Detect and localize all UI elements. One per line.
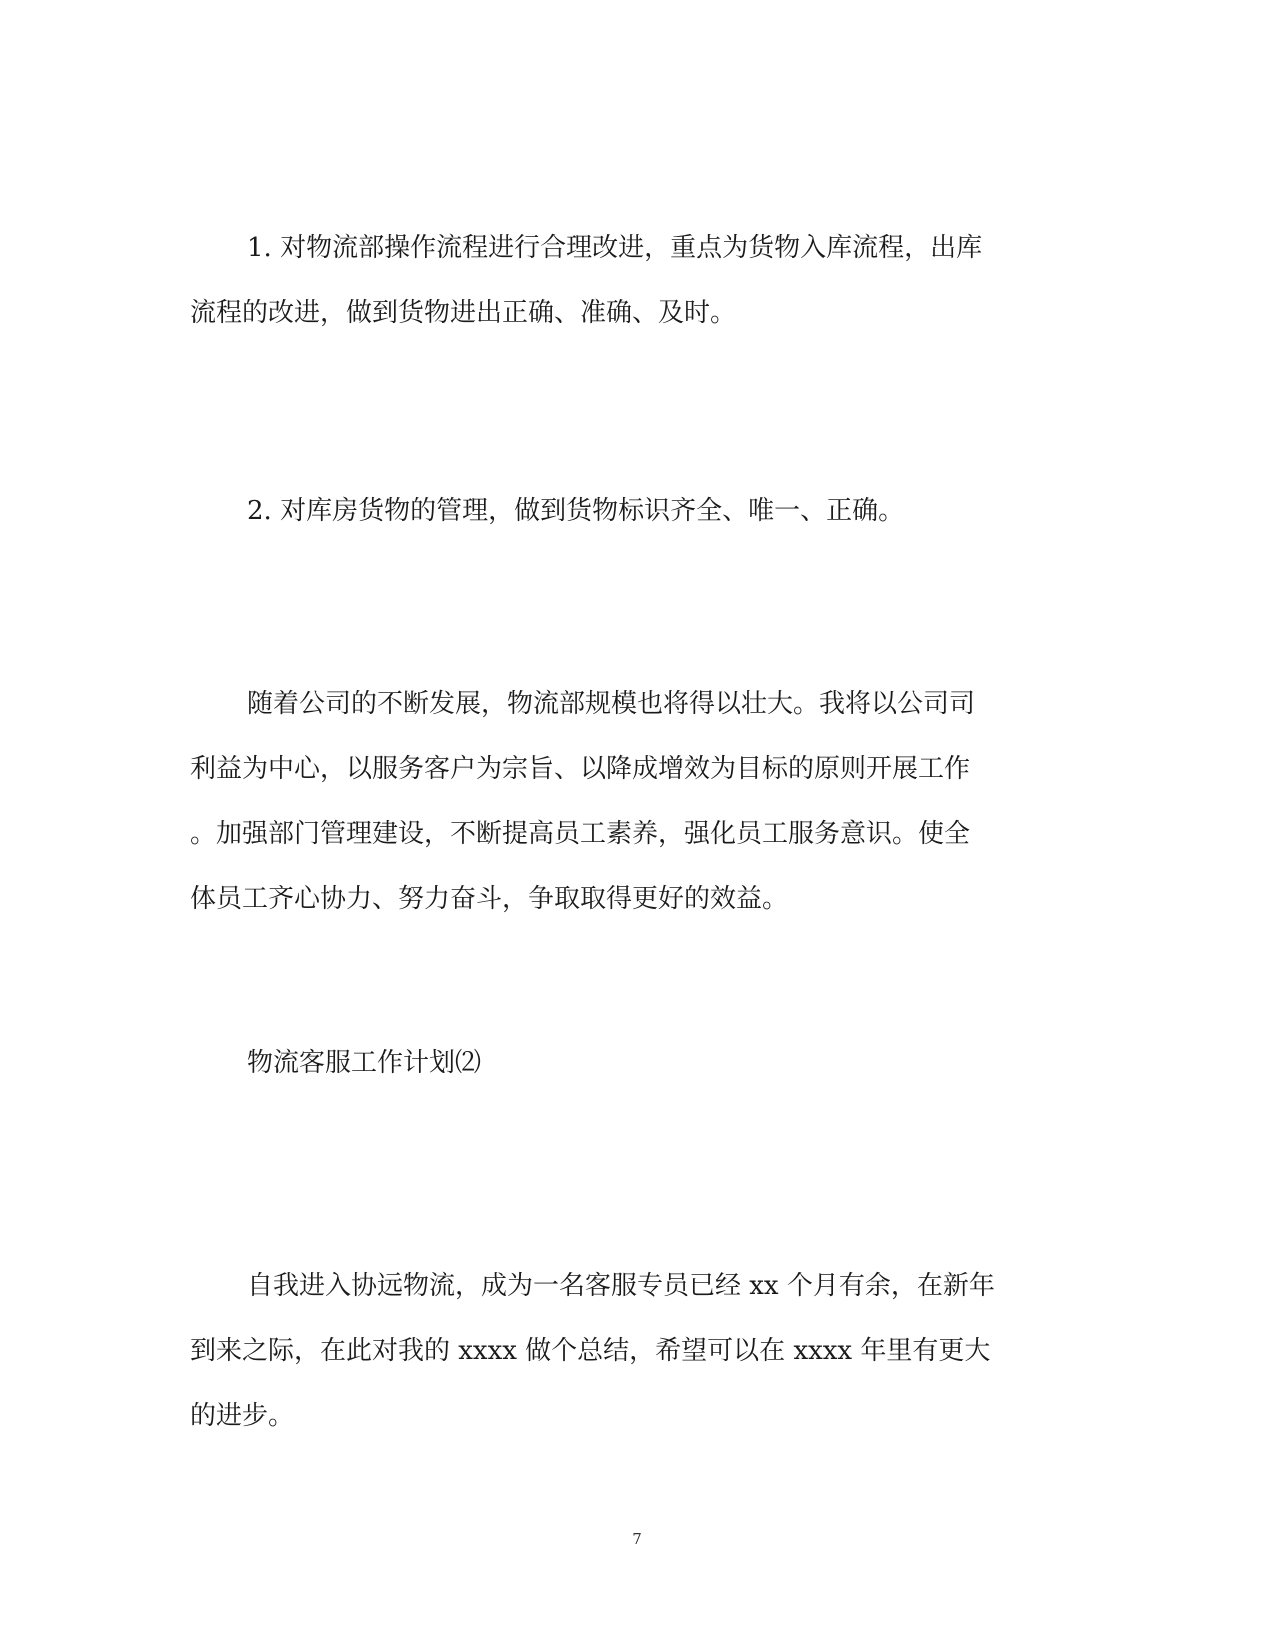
- section-heading-text: 物流客服工作计划⑵: [247, 1048, 482, 1078]
- paragraph-line: 1. 对物流部操作流程进行合理改进，重点为货物入库流程，出库: [247, 233, 983, 263]
- paragraph-line: 自我进入协远物流，成为一名客服专员已经 xx 个月有余，在新年: [247, 1271, 995, 1301]
- page-number: 7: [632, 1530, 642, 1548]
- paragraph-line: 流程的改进，做到货物进出正确、准确、及时。: [190, 298, 737, 328]
- section-heading: [190, 1031, 1080, 1096]
- paragraph-line: 利益为中心，以服务客户为宗旨、以降成增效为目标的原则开展工作: [190, 754, 971, 784]
- paragraph-line: 到来之际，在此对我的 xxxx 做个总结，希望可以在 xxxx 年里有更大: [190, 1336, 991, 1366]
- paragraph-warehouse-management: [190, 479, 1080, 544]
- paragraph-line: 2. 对库房货物的管理，做到货物标识齐全、唯一、正确。: [247, 496, 905, 526]
- paragraph-line: 。加强部门管理建设，不断提高员工素养，强化员工服务意识。使全: [190, 819, 971, 849]
- paragraph-line: 随着公司的不断发展，物流部规模也将得以壮大。我将以公司司: [247, 689, 976, 719]
- paragraph-line: 的进步。: [190, 1401, 295, 1431]
- paragraph-company-development: [190, 672, 1080, 932]
- paragraph-operation-process: [190, 216, 1080, 346]
- paragraph-line: 体员工齐心协力、努力奋斗，争取取得更好的效益。: [190, 884, 789, 914]
- paragraph-introduction: [190, 1254, 1080, 1449]
